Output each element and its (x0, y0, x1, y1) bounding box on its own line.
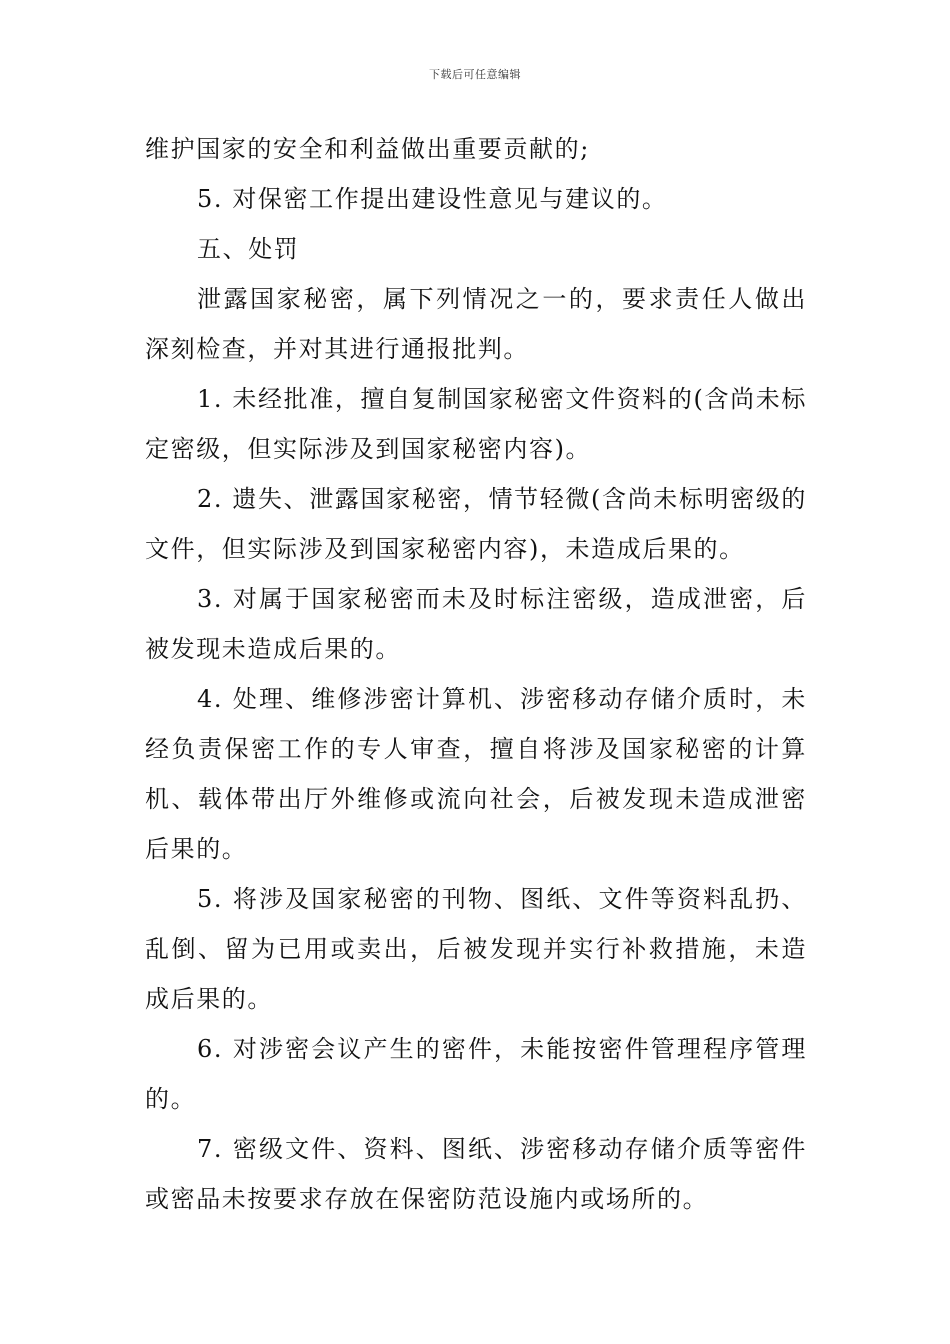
document-body (145, 124, 807, 1224)
paragraph-penalty-item-2: 2. 遗失、泄露国家秘密，情节轻微(含尚未标明密级的文件，但实际涉及到国家秘密内容)，未造成后果的。 (145, 485, 807, 563)
paragraph-penalty-item-5: 5. 将涉及国家秘密的刊物、图纸、文件等资料乱扔、乱倒、留为已用或卖出，后被发现并实行补救措施，未造成后果的。 (145, 885, 807, 1013)
paragraph-penalty-item-7: 7. 密级文件、资料、图纸、涉密移动存储介质等密件或密品未按要求存放在保密防范设施内或场所的。 (145, 1135, 807, 1213)
paragraph-penalty-item-4: 4. 处理、维修涉密计算机、涉密移动存储介质时，未经负责保密工作的专人审查，擅自将涉及国家秘密的计算机、载体带出厅外维修或流向社会，后被发现未造成泄密后果的。 (145, 685, 807, 863)
paragraph-continuation: 维护国家的安全和利益做出重要贡献的; (145, 135, 590, 163)
paragraph-penalty-item-6: 6. 对涉密会议产生的密件，未能按密件管理程序管理的。 (145, 1035, 807, 1113)
paragraph-penalty-intro: 泄露国家秘密，属下列情况之一的，要求责任人做出深刻检查，并对其进行通报批判。 (145, 285, 807, 363)
paragraph-penalty-item-3: 3. 对属于国家秘密而未及时标注密级，造成泄密，后被发现未造成后果的。 (145, 585, 807, 663)
paragraph-reward-item-5: 5. 对保密工作提出建设性意见与建议的。 (197, 185, 668, 213)
paragraph-penalty-item-1: 1. 未经批准，擅自复制国家秘密文件资料的(含尚未标定密级，但实际涉及到国家秘密内容)。 (145, 385, 807, 463)
section-heading-penalty: 五、处罚 (197, 235, 300, 263)
page-header: 下载后可任意编辑 (429, 68, 521, 81)
